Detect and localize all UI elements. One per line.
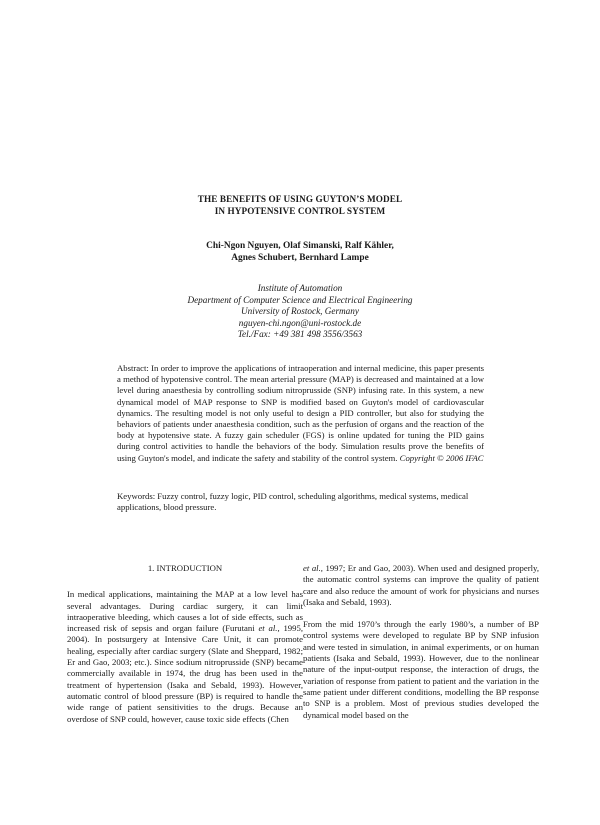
intro-text-a: In medical applications, maintaining the MAP at a low level has several advantages. During cardiac surgery, it can limit intraoperative bleeding, which causes a lot of side effects, such as increased risk of sepsis and organ failure (Furutani [67, 589, 303, 634]
paper-title [0, 193, 600, 217]
author-line-1: Chi-Ngon Nguyen, Olaf Simanski, Ralf Kähler, [206, 241, 394, 251]
author-line-2: Agnes Schubert, Bernhard Lampe [231, 253, 369, 263]
title-line-2: IN HYPOTENSIVE CONTROL SYSTEM [214, 206, 386, 216]
intro-paragraph-1 [67, 589, 303, 725]
department-name: Department of Computer Science and Electrical Engineering [187, 294, 413, 305]
author-email: nguyen-chi.ngon@uni-rostock.de [238, 317, 362, 328]
author-list [0, 240, 600, 264]
keywords [117, 491, 484, 513]
copyright-notice: Copyright © 2006 IFAC [399, 452, 484, 463]
keywords-label: Keywords: [117, 491, 156, 501]
citation-etal: et al. [258, 623, 278, 634]
citation-etal-right: et al. [303, 563, 321, 573]
intro-text-b: , 1995, 2004). In postsurgery at Intensive Care Unit, it can promote healing, especially after cardiac surgery (Slate and Sheppard, 1982; Er and Gao, 2003; etc.). Since sodium nitroprusside (SNP) became commercially available in 1974, the drug has been used in the treatment of hypertension (Isaka and Sebald, 1993). However, automatic control of blood pressure (BP) is required to handle the wide range of patient sensitivities to the drugs. Because an overdose of SNP could, however, cause toxic side effects (Chen [67, 623, 303, 724]
left-column [67, 563, 303, 736]
right-column [303, 563, 539, 732]
institute-name: Institute of Automation [257, 283, 343, 293]
keywords-text: Fuzzy control, fuzzy logic, PID control, scheduling algorithms, medical systems, medical applications, blood pressure. [117, 491, 469, 513]
affiliation-block [0, 283, 600, 341]
intro-paragraph-2: From the mid 1970’s through the early 1980’s, a number of BP control systems were developed to regulate BP by SNP infusion and were tested in simulation, in animal experiments, or on human patients (Isaka and Sebald, 1993). However, due to the nonlinear nature of the input-output response, the interaction of drugs, the variation of response from patient to patient and the variation in the same patient under different conditions, modelling the BP response to SNP is a problem. Most of previous studies developed the dynamical model based on the [303, 619, 539, 720]
abstract [117, 363, 484, 464]
abstract-text: In order to improve the applications of intraoperation and internal medicine, this paper presents a method of hypotensive control. The mean arterial pressure (MAP) is decreased and maintained at a low level during anaesthesia by controlling sodium nitroprusside (SNP) infusing rate. In this system, a new dynamical model of MAP response to SNP is modified based on Guyton's model of cardiovascular dynamics. The resulting model is not only useful to design a PID controller, but also for studying the behaviors of patients under anaesthesia condition, such as the perfusion of organs and the reaction of the body at hypotensive state. A fuzzy gain scheduler (FGS) is online updated for tuning the PID gains during control activities to handle the behaviors of the body. Simulation results prove the benefits of using Guyton's model, and indicate the safety and stability of the control system. [117, 363, 484, 463]
intro-paragraph-1-continued [303, 563, 539, 608]
university-name: University of Rostock, Germany [241, 306, 359, 316]
intro-text-c: , 1997; Er and Gao, 2003). When used and designed properly, the automatic control systems can improve the quality of patient care and also reduce the amount of work for physicians and nurses (Isaka and Sebald, 1993). [303, 563, 539, 607]
abstract-label: Abstract: [117, 363, 149, 373]
section-heading-introduction: 1. INTRODUCTION [147, 563, 223, 573]
title-line-1: THE BENEFITS OF USING GUYTON’S MODEL [197, 194, 403, 204]
contact-phone: Tel./Fax: +49 381 498 3556/3563 [237, 329, 363, 339]
